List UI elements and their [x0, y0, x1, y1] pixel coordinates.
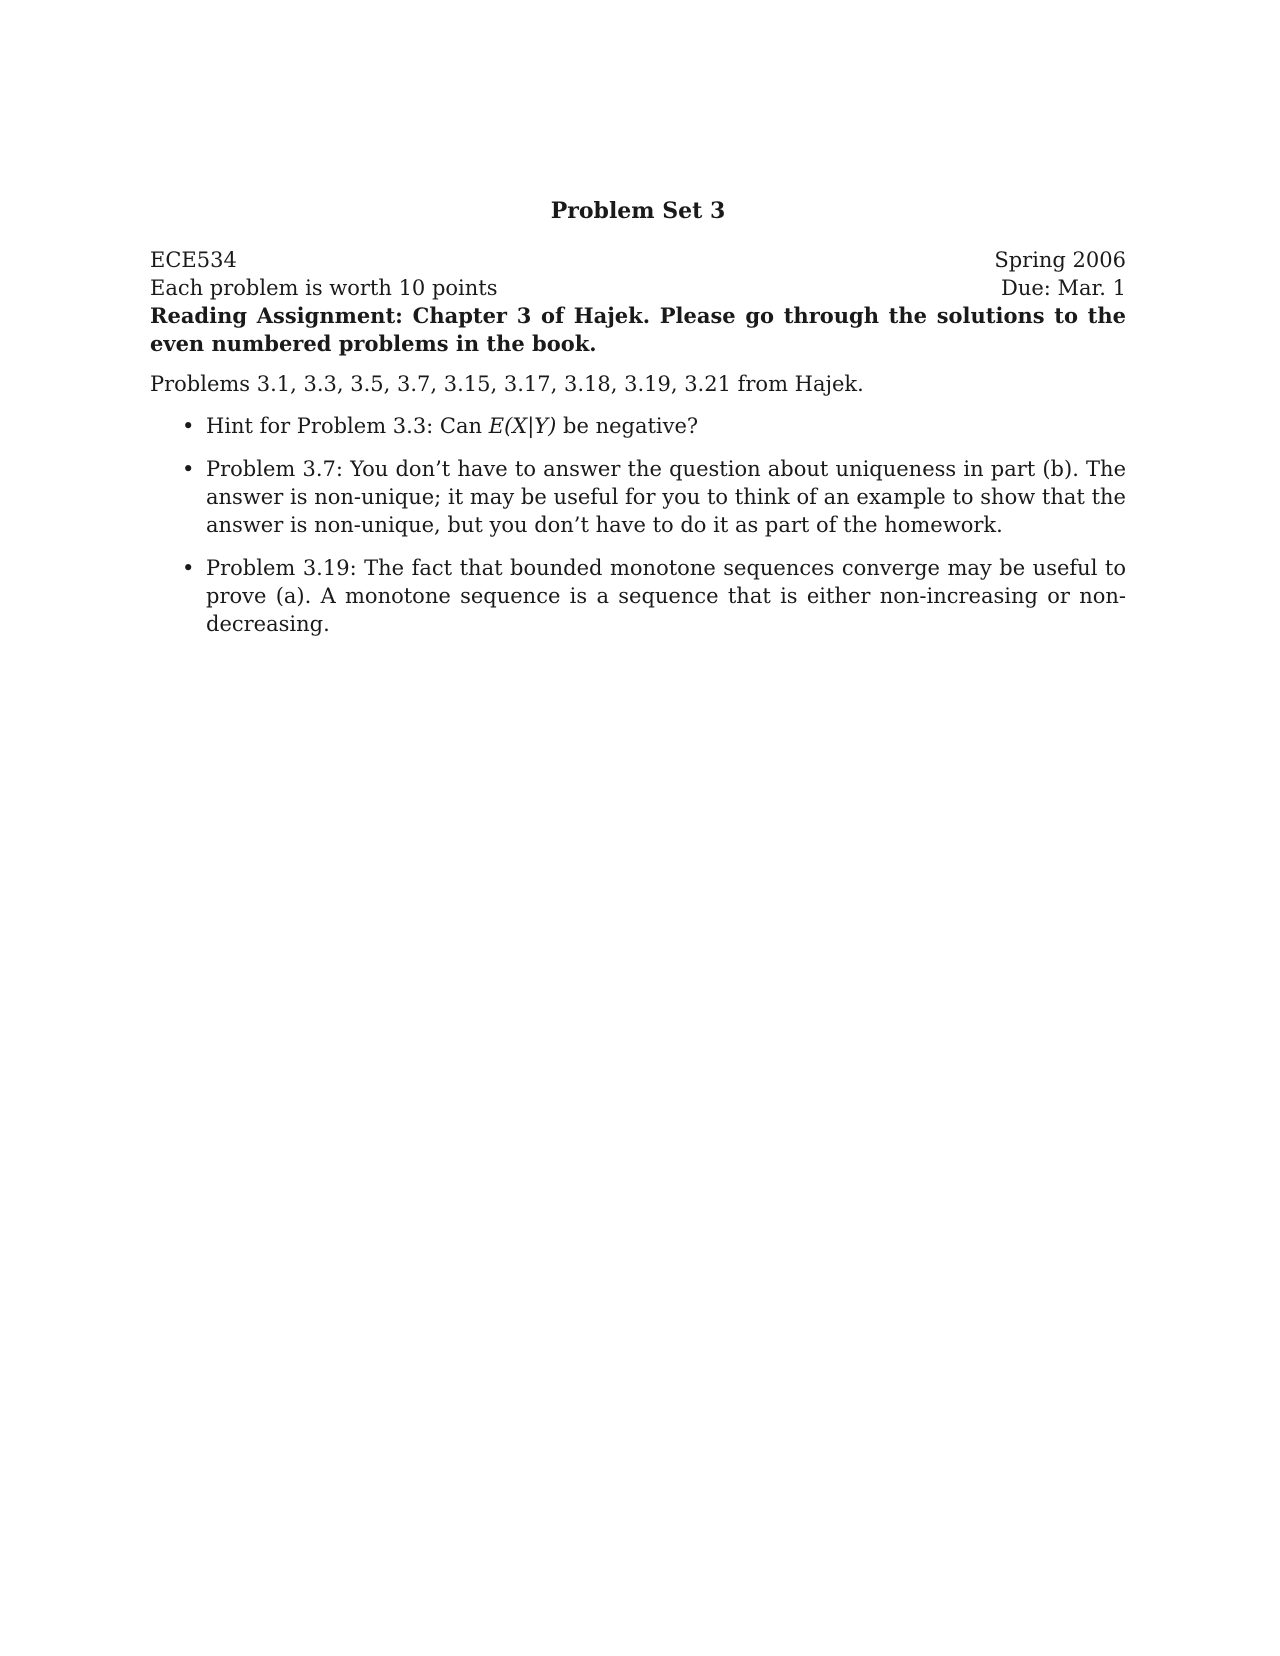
hint-text: Problem 3.19: The fact that bounded monotone sequences converge may be useful to prove (a). A monotone sequence is a sequence that is either non-increasing or non-decreasing.: [206, 556, 1126, 636]
hint-text: Problem 3.7: You don’t have to answer the question about uniqueness in part (b). The answer is non-unique; it may be useful for you to think of an example to show that the answer is non-unique, but you don’t have to do it as part of the homework.: [206, 457, 1126, 537]
points-note: Each problem is worth 10 points: [150, 276, 498, 300]
list-item: [182, 455, 1126, 539]
header-row-points: [150, 274, 1126, 302]
document-page: [150, 196, 1126, 653]
course-code: ECE534: [150, 248, 237, 272]
due-date: Due: Mar. 1: [1000, 276, 1126, 300]
bullet-icon: •: [182, 457, 195, 481]
hint-text-prefix: Hint for Problem 3.3: Can: [206, 414, 489, 438]
bullet-icon: •: [182, 414, 195, 438]
header-row-course: [150, 246, 1126, 274]
problem-list: Problems 3.1, 3.3, 3.5, 3.7, 3.15, 3.17, 3.18, 3.19, 3.21 from Hajek.: [150, 372, 864, 396]
page-title: Problem Set 3: [550, 198, 726, 224]
term-label: Spring 2006: [994, 248, 1126, 272]
hint-list: [150, 412, 1126, 638]
list-item: [182, 554, 1126, 638]
hint-text-suffix: be negative?: [556, 414, 699, 438]
bullet-icon: •: [182, 556, 195, 580]
reading-assignment: Reading Assignment: Chapter 3 of Hajek. Please go through the solutions to the even numbered problems in the book.: [150, 303, 1126, 356]
math-expression: E(X|Y): [488, 414, 557, 438]
list-item: [182, 412, 1126, 440]
